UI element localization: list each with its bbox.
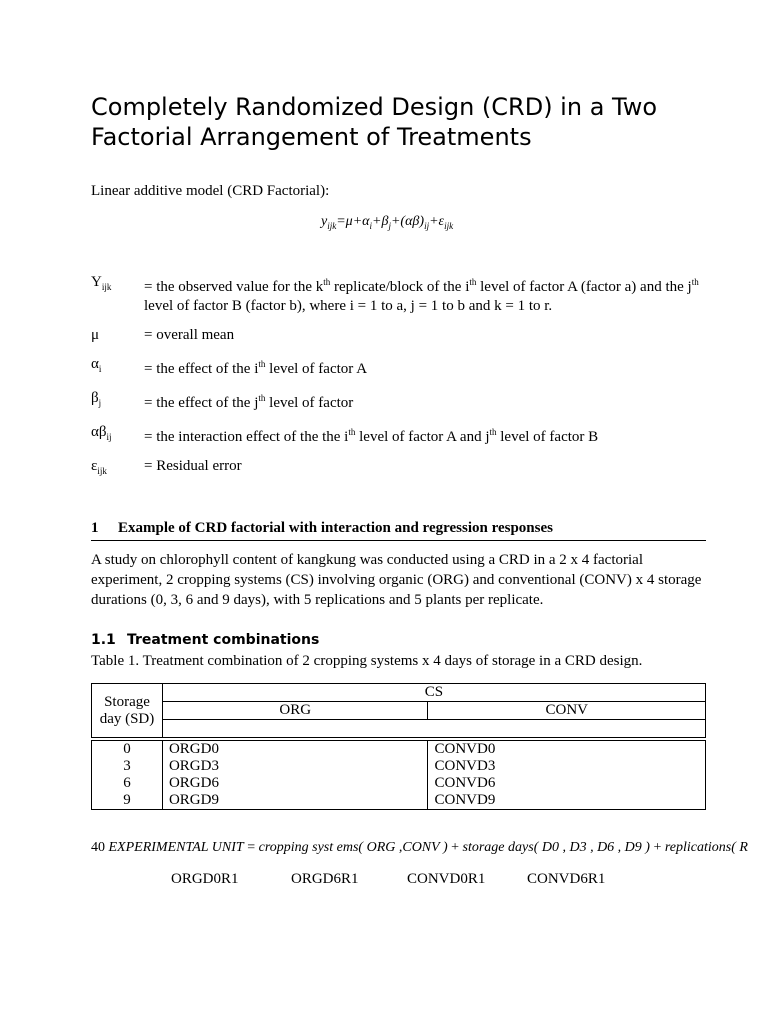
table-cell: CONVD9	[428, 792, 706, 810]
table-corner-header: Storage day (SD)	[92, 684, 163, 738]
table-cell: CONVD6	[428, 775, 706, 792]
subsection-title: Treatment combinations	[127, 632, 320, 648]
table-cell: CONVD0	[428, 741, 706, 759]
definition-symbol: $\varepsilon_{ijk}$	[91, 458, 107, 476]
table-col-header: ORG	[162, 702, 428, 720]
page-title: Completely Randomized Design (CRD) in a Two Factorial Arrangement of Treatments	[91, 93, 658, 151]
table-row	[92, 741, 706, 759]
table-cell: ORGD3	[162, 758, 428, 775]
section-title: Example of CRD factorial with interaction and regression responses	[118, 520, 553, 536]
table-cell-day: 6	[92, 775, 163, 792]
study-paragraph: A study on chlorophyll content of kangkung was conducted using a CRD in a 2 x 4 factorial experiment, 2 cropping systems (CS) involving organic (ORG) and conventional (CONV) x 4 storage durations (0, 3, 6 and 9 days), with 5 replications and 5 plants per replicate.	[91, 552, 702, 608]
linear-model-equation: $y_{ijk}=\mu+\alpha_i+\beta_j+(\alpha\beta)_{ij}+\varepsilon_{ijk}$	[321, 214, 454, 231]
table-cell-day: 3	[92, 758, 163, 775]
definition-y	[91, 273, 711, 316]
model-intro: Linear additive model (CRD Factorial):	[91, 183, 330, 199]
table-col-header: CONV	[428, 702, 706, 720]
table-spacer-cell	[162, 720, 705, 738]
experimental-unit-label: CONVD6R1	[527, 871, 606, 887]
definition-mu	[91, 326, 711, 345]
definition-interaction	[91, 423, 711, 447]
table-cell: ORGD9	[162, 792, 428, 810]
definitions-list	[91, 273, 711, 491]
table-cell: ORGD0	[162, 741, 428, 759]
table-row	[92, 758, 706, 775]
definition-text: = overall mean	[144, 327, 235, 343]
definition-symbol: $\alpha_i$	[91, 356, 102, 374]
table-cell-day: 0	[92, 741, 163, 759]
table-caption: Table 1. Treatment combination of 2 cropping systems x 4 days of storage in a CRD design.	[91, 653, 643, 669]
experimental-unit-label: CONVD0R1	[407, 871, 486, 887]
definition-symbol: $\beta_j$	[91, 390, 102, 408]
table-row	[92, 775, 706, 792]
definition-text: = the interaction effect of the the $i^{th}$ level of factor A and $j^{th}$ level of factor B	[144, 427, 599, 445]
definition-symbol: $\alpha\beta_{ij}$	[91, 424, 112, 442]
definition-symbol: $Y_{ijk}$	[91, 274, 112, 292]
experimental-unit-label: ORGD6R1	[291, 871, 359, 887]
treatment-table	[91, 683, 706, 810]
experimental-unit-formula: 40 EXPERIMENTAL UNIT = cropping syst ems( ORG ,CONV ) + storage days( D0 , D3 , D6 , D9 ) + replications( R	[91, 840, 748, 855]
table-cell: CONVD3	[428, 758, 706, 775]
subsection-number: 1.1	[91, 632, 116, 648]
definition-text: = the effect of the $j^{th}$ level of factor	[144, 393, 354, 411]
table-cell-day: 9	[92, 792, 163, 810]
definition-text: = the effect of the $i^{th}$ level of factor A	[144, 359, 368, 377]
table-cell: ORGD6	[162, 775, 428, 792]
definition-text: = Residual error	[144, 458, 242, 474]
section-heading	[91, 519, 706, 541]
subsection-heading	[91, 632, 319, 648]
experimental-unit-label: ORGD0R1	[171, 871, 239, 887]
definition-beta	[91, 389, 711, 413]
section-number: 1	[91, 520, 99, 536]
definition-text: = the observed value for the $k^{th}$ replicate/block of the $i^{th}$ level of factor A (factor a) and the $j^{th}$ level of factor B (factor b), where i = 1 to a, j = 1 to b and k = 1 to r.	[144, 277, 699, 314]
table-group-header: CS	[162, 684, 705, 702]
table-row	[92, 792, 706, 810]
definition-alpha	[91, 355, 711, 379]
definition-symbol: μ	[91, 327, 100, 343]
definition-epsilon	[91, 457, 711, 481]
